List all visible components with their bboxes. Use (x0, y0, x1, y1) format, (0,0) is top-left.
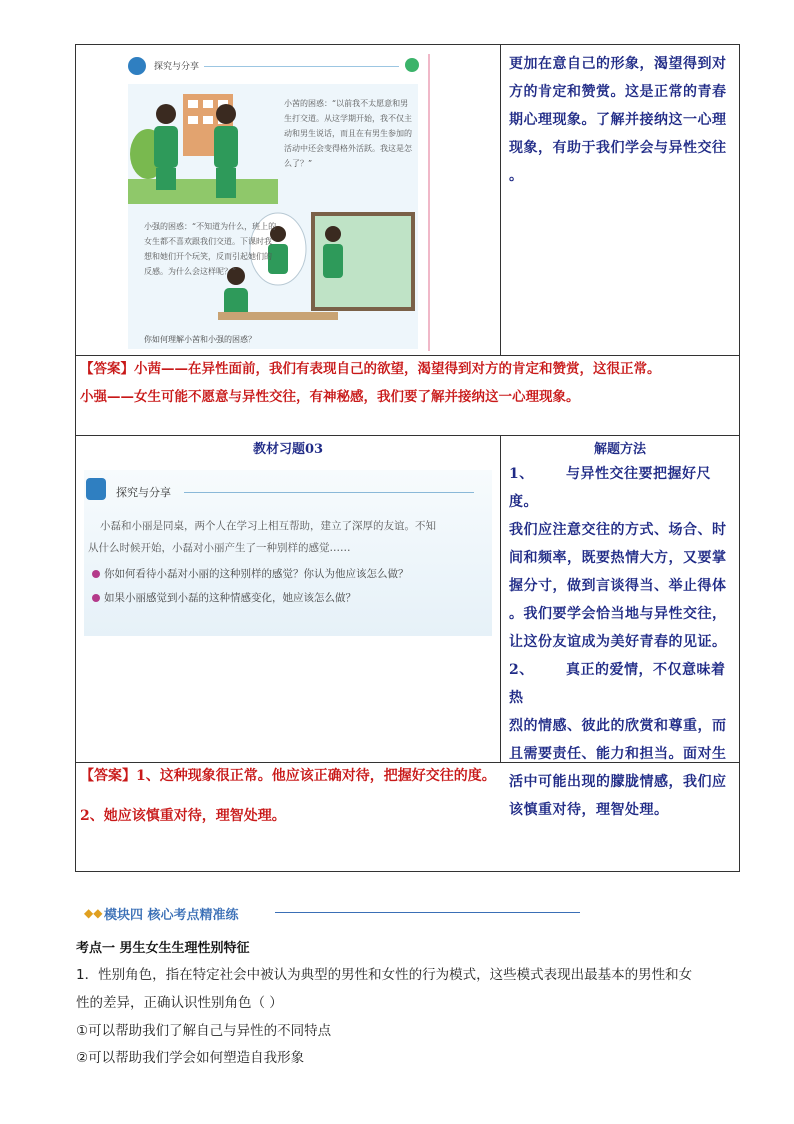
cube-icon (128, 57, 146, 75)
method-title: 解题方法 (593, 442, 646, 457)
cube-icon (86, 478, 106, 500)
textbook-illustration-2 (84, 470, 492, 636)
method-line: 握分寸，做到言谈得当、举止得体 (509, 578, 727, 594)
story-line-1: 小磊和小丽是同桌，两个人在学习上相互帮助，建立了深厚的友谊。不知 (100, 520, 436, 532)
method-line: 让这份友谊成为美好青春的见证。 (509, 634, 727, 650)
answer-label: 【答案】 (80, 768, 136, 784)
exercise-title: 教材习题03 (252, 442, 324, 457)
method-line: 烈的情感、彼此的欣赏和尊重，而 (509, 718, 727, 734)
method-line: 该慎重对待，理智处理。 (509, 802, 669, 818)
xiaoxi-caption: 小茜的困惑：“以前我不太愿意和男生打交道。从这学期开始，我不仅主动和男生说话，而且在有男生参加的活动中还会变得格外活跃。我这是怎么了？” (284, 99, 412, 168)
illus2-rule (184, 492, 474, 493)
row1-analysis-text (509, 50, 734, 190)
row1-answer (80, 355, 735, 411)
method-line: 。我们要学会恰当地与异性交往， (509, 606, 727, 622)
module-diamond-icon: ◆◆ (84, 906, 103, 920)
story-question-1: 你如何看待小磊对小丽的这种别样的感觉？你认为他应该怎么做？ (104, 568, 409, 580)
row1-line: 现象，有助于我们学会与异性交往 (509, 140, 727, 156)
story-line-2: 从什么时候开始，小磊对小丽产生了一种别样的感觉…… (88, 542, 351, 554)
row2-answer-line-1: 【答案】1、这种现象很正常。他应该正确对待，把握好交往的度。 (80, 768, 496, 784)
row2-answer (80, 764, 735, 828)
table-border-right (739, 44, 740, 872)
row2-answer-line-2: 2、她应该慎重对待，理智处理。 (80, 808, 286, 824)
row-divider-2 (75, 435, 740, 436)
col-divider-1 (500, 44, 501, 355)
header-rule (204, 66, 399, 67)
row1-answer-line-1: 【答案】小茜——在异性面前，我们有表现自己的欲望，渴望得到对方的肯定和赞赏，这很正常。 (80, 361, 661, 377)
table-border-top (75, 44, 740, 45)
story-question-2: 如果小丽感觉到小磊的这种情感变化，她应该怎么做？ (104, 592, 356, 604)
option-2: ②可以帮助我们学会如何塑造自我形象 (76, 1050, 305, 1066)
option-1: ①可以帮助我们了解自己与异性的不同特点 (76, 1023, 332, 1039)
method-line: 我们应注意交往的方式、场合、时 (509, 522, 727, 538)
xiaoqiang-caption: 小强的困惑：“不知道为什么，班上的女生都不喜欢跟我们交道。下课时我想和她们开个玩笑，反而引起她们的反感。为什么会这样呢？” (144, 222, 277, 276)
illus2-header: 探究与分享 (116, 486, 171, 499)
row1-line: 。 (509, 168, 524, 184)
textbook-illustration-1 (124, 54, 430, 351)
illus-header: 探究与分享 (154, 62, 200, 72)
method-line: 且需要责任、能力和担当。面对生 (509, 746, 727, 762)
module-rule (275, 912, 580, 913)
table-border-bottom (75, 871, 740, 872)
question-line-1: 1．性别角色，指在特定社会中被认为典型的男性和女性的行为模式，这些模式表现出最基本的男性和女 (76, 967, 693, 983)
table-border-left (75, 44, 76, 872)
module-title: 模块四 核心考点精准练 (104, 908, 239, 923)
answer-label: 【答案】 (80, 361, 134, 377)
method-line: 2、 真正的爱情，不仅意味着热 (509, 662, 726, 706)
point-title: 考点一 男生女生生理性别特征 (76, 941, 250, 956)
illus-question: 你如何理解小茜和小强的困惑？ (144, 335, 256, 344)
method-line: 间和频率，既要热情大方，又要掌 (509, 550, 727, 566)
row1-answer-line-2: 小强——女生可能不愿意与异性交往，有神秘感，我们要了解并接纳这一心理现象。 (80, 389, 580, 405)
method-line: 1、 与异性交往要把握好尺度。 (509, 466, 711, 510)
question-bullet-icon (92, 570, 100, 578)
method-line: 活中可能出现的朦胧情感，我们应 (509, 774, 727, 790)
row1-line: 更加在意自己的形象，渴望得到对 (509, 56, 727, 72)
row1-line: 方的肯定和赞赏。这是正常的青春 (509, 84, 727, 100)
col-divider-2 (500, 435, 501, 762)
question-line-2: 性的差异，正确认识性别角色（ ） (76, 995, 283, 1011)
question-bullet-icon (92, 594, 100, 602)
row1-line: 期心理现象。了解并接纳这一心理 (509, 112, 727, 128)
book-icon (405, 58, 419, 72)
